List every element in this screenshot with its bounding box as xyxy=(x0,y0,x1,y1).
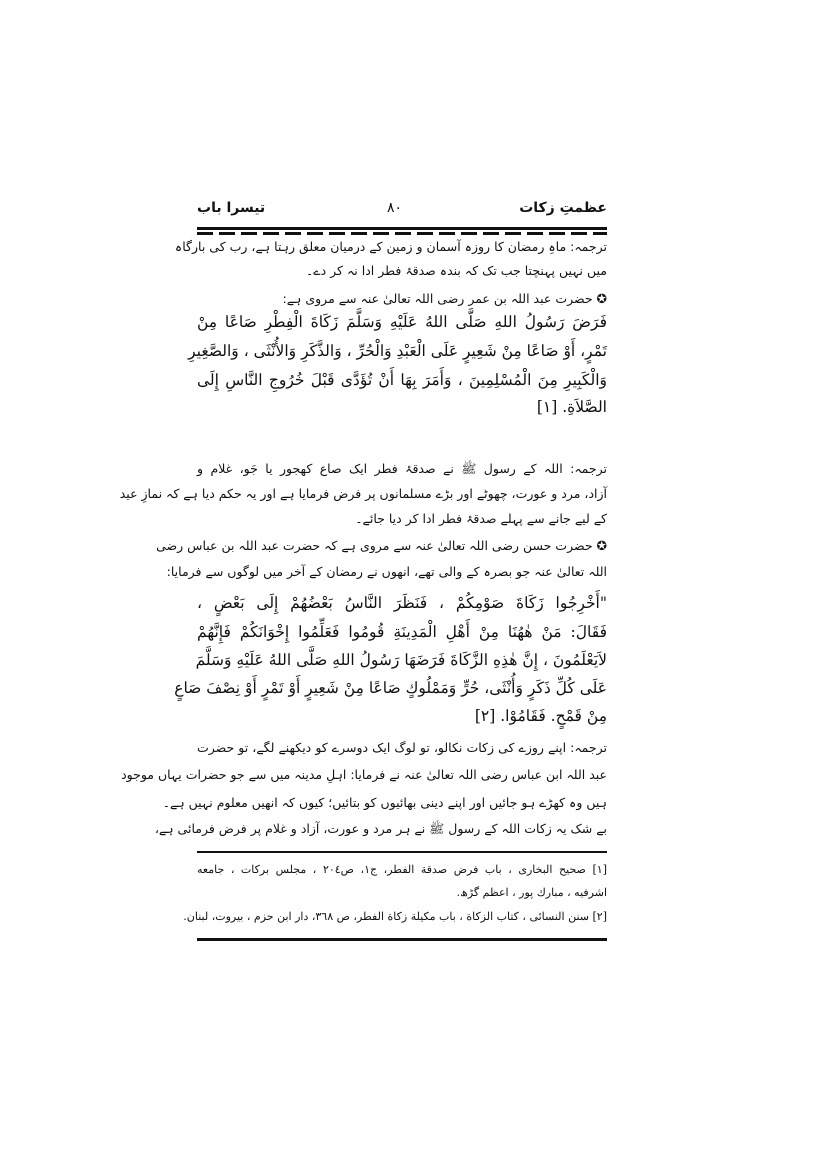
arabic-line: لاَيَعْلَمُونَ ، إِنَّ هٰذِهِ الزَّكَاةَ فَرَضَهَا رَسُولُ اللهِ صَلَّى اللهُ عَلَيْهِ وَسَلَّمَ xyxy=(195,651,607,669)
text-line: ترجمہ: اپنے روزے کی زکات نکالو، تو لوگ ایک دوسرے کو دیکھنے لگے، تو حضرت xyxy=(197,740,607,755)
text-line: ✪ حضرت حسن رضی اللہ تعالیٰ عنہ سے مروی ہے کہ حضرت عبد اللہ بن عباس رضی xyxy=(156,538,607,553)
text-line: کے لیے جانے سے پہلے صدقۂ فطر ادا کر دیا جائے۔ xyxy=(355,511,607,526)
text-line: ترجمہ: اللہ کے رسول ﷺ نے صدقۂ فطر ایک صاع کھجور یا جَو، غلام و xyxy=(197,461,607,476)
page-number: ٨٠ xyxy=(387,200,403,216)
book-title: عظمتِ زکات xyxy=(519,200,607,216)
arabic-line: "أَخْرِجُوا زَكَاةَ صَوْمِكُمْ ، فَنَظَرَ النَّاسُ بَعْضُهُمْ إِلَى بَعْضٍ ، xyxy=(197,594,607,612)
header-dashed-rule xyxy=(197,232,607,235)
arabic-line: فَرَضَ رَسُولُ اللهِ صَلَّى اللهُ عَلَيْهِ وَسَلَّمَ زَكَاةَ الْفِطْرِ صَاعًا مِنْ xyxy=(197,313,607,331)
footnote: [٢] سنن النسائی ، کتاب الزکاة ، باب مکیلة زکاة الفطر، ص ٣٦٨، دار ابن حزم ، بیروت، لبنان. xyxy=(183,910,607,923)
text-line: ترجمہ: ماہِ رمضان کا روزہ آسمان و زمین کے درمیان معلق رہتا ہے، رب کی بارگاہ xyxy=(174,239,607,254)
arabic-line: وَالْكَبِيرِ مِنَ الْمُسْلِمِينَ ، وَأَمَرَ بِهَا أَنْ تُؤَدَّى قَبْلَ خُرُوجِ النَّاسِ إِلَى xyxy=(197,371,607,389)
arabic-line: الصَّلاَةِ. [١] xyxy=(536,398,607,416)
footnote-rule xyxy=(197,851,607,853)
text-line: بے شک یہ زکات اللہ کے رسول ﷺ نے ہر مرد و عورت، آزاد و غلام پر فرض فرمائی ہے، xyxy=(154,821,607,836)
text-line: عبد اللہ ابن عباس رضی اللہ تعالیٰ عنہ نے فرمایا: اہلِ مدینہ میں سے جو حضرات یہاں موجود xyxy=(121,767,607,782)
text-line: آزاد، مرد و عورت، چھوٹے اور بڑے مسلمانوں پر فرض فرمایا ہے اور یہ حکم دیا ہے کہ نمازِ عید xyxy=(119,486,607,501)
header-rule xyxy=(197,227,607,230)
arabic-line: تَمْرٍ، أَوْ صَاعًا مِنْ شَعِيرٍ عَلَى الْعَبْدِ وَالْحُرِّ ، وَالذَّكَرِ وَالأُنْثَى ، وَالصَّغِيرِ xyxy=(188,342,607,360)
text-line: میں نہیں پہنچتا جب تک کہ بندہ صدقۂ فطر ادا نہ کر دے۔ xyxy=(305,263,607,278)
arabic-line: فَقَالَ: مَنْ هٰهُنَا مِنْ أَهْلِ الْمَدِينَةِ قُومُوا فَعَلِّمُوا إِخْوَانَكُمْ فَإِنَّهُمْ xyxy=(197,623,607,641)
footnote: [١] صحيح البخاری ، باب فرض صدقة الفطر، ج١، ص٢٠٤ ، مجلس برکات ، جامعه xyxy=(197,863,607,876)
footnote: اشرفیه ، مبارك پور ، اعظم گڑھ. xyxy=(456,886,607,899)
bottom-rule xyxy=(197,938,607,941)
text-line: اللہ تعالیٰ عنہ جو بصرہ کے والی تھے، انھوں نے رمضان کے آخر میں لوگوں سے فرمایا: xyxy=(166,564,607,579)
running-header xyxy=(197,200,607,224)
arabic-line: مِنْ قَمْحٍ. فَقَامُوْا. [٢] xyxy=(474,707,607,725)
text-line: ہیں وہ کھڑے ہو جائیں اور اپنے دینی بھائیوں کو بتائیں؛ کیوں کہ انھیں معلوم نہیں ہے۔ xyxy=(162,795,607,810)
arabic-line: عَلَى كُلِّ ذَكَرٍ وَأُنْثَى، حُرٍّ وَمَمْلُوكٍ صَاعًا مِنْ شَعِيرٍ أَوْ تَمْرٍ أَوْ نِصْفَ صَاعٍ xyxy=(174,679,607,697)
chapter-title: تیسرا باب xyxy=(197,200,266,216)
text-line: ✪ حضرت عبد اللہ بن عمر رضی اللہ تعالیٰ عنہ سے مروی ہے: xyxy=(282,291,607,306)
